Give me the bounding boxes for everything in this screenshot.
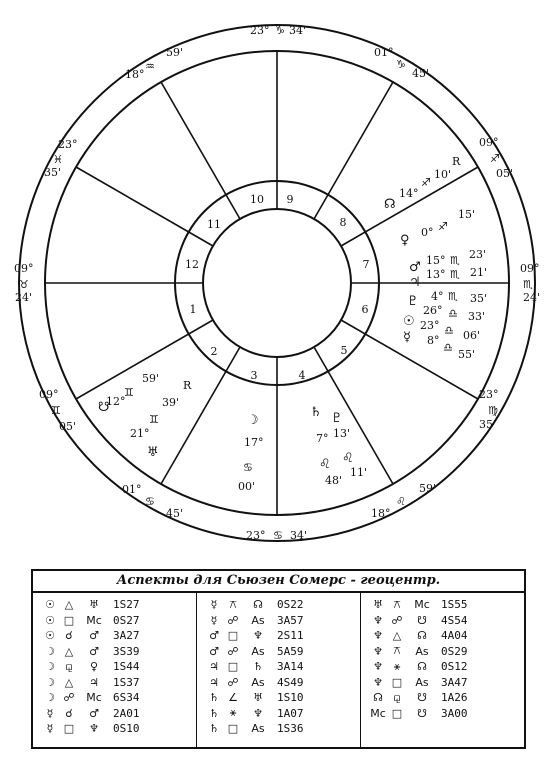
aspect-planet-2: As xyxy=(415,675,429,689)
leo-icon-h4b: ♌ xyxy=(342,451,354,466)
aspect-columns xyxy=(33,593,524,749)
cusp-mc-degree: 23° xyxy=(250,24,270,37)
aspect-planet-2: Mc xyxy=(86,613,102,627)
aspect-row xyxy=(205,659,360,675)
pluto-icon-h4: ♇ xyxy=(331,411,343,426)
aspect-symbol: □ xyxy=(227,722,239,736)
pluto-icon: ♇ xyxy=(407,294,419,309)
aspect-planet-1: ☉ xyxy=(45,613,55,627)
aspect-symbol: △ xyxy=(64,598,74,612)
node-n-degree: 14° xyxy=(399,187,419,200)
aspect-row xyxy=(205,706,360,722)
aspect-symbol: ⚹ xyxy=(229,706,237,720)
aspect-planet-2: ♆ xyxy=(89,722,99,736)
aspect-row xyxy=(205,721,360,737)
mercury-icon: ☿ xyxy=(403,330,411,345)
h4-minutes: 11' xyxy=(350,466,368,479)
jupiter-icon: ♃ xyxy=(409,275,421,290)
cusp-11-minutes: 59' xyxy=(166,46,184,59)
aspect-orb: 1S36 xyxy=(277,722,304,736)
house-number-8: 8 xyxy=(339,216,347,229)
cusp-asc-minutes: 24' xyxy=(15,291,33,304)
aspect-symbol: ☍ xyxy=(391,613,403,627)
saturn-h3-minutes: 39' xyxy=(162,396,180,409)
cusp-9-minutes: 45' xyxy=(412,67,430,80)
aspect-orb: 1S10 xyxy=(277,691,304,705)
node-n-retro: R xyxy=(452,155,461,168)
aspect-row xyxy=(41,613,196,629)
aspect-row xyxy=(369,628,524,644)
aspect-symbol: △ xyxy=(64,675,74,689)
aspect-orb: 3A27 xyxy=(113,629,140,643)
moon-icon: ☽ xyxy=(247,413,259,428)
saturn-degree: 7° xyxy=(316,432,329,445)
aspect-planet-2: ☋ xyxy=(417,706,427,720)
cusp-line-11 xyxy=(161,82,240,219)
aspect-row xyxy=(369,613,524,629)
house-number-2: 2 xyxy=(210,345,218,358)
aspect-orb: 3A00 xyxy=(441,706,468,720)
aspect-column xyxy=(196,593,360,749)
capricorn-icon: ♑ xyxy=(275,24,285,37)
aspect-row xyxy=(205,613,360,629)
aspect-orb: 5A59 xyxy=(277,644,304,658)
aspect-planet-1: ♆ xyxy=(373,675,383,689)
cusp-line-3 xyxy=(161,347,240,484)
sagittarius-icon-node: ♐ xyxy=(421,176,431,189)
cusp-6-minutes: 35' xyxy=(479,418,497,431)
saturn-icon: ♄ xyxy=(310,405,322,420)
aspect-planet-1: ☽ xyxy=(45,691,55,705)
mars-minutes: 23' xyxy=(469,248,487,261)
aspect-symbol: □ xyxy=(227,629,239,643)
virgo-icon: ♍ xyxy=(488,404,498,417)
aspect-orb: 0S12 xyxy=(441,660,468,674)
aspect-planet-1: ☊ xyxy=(373,691,383,705)
aspect-orb: 3A57 xyxy=(277,613,304,627)
house-number-1: 1 xyxy=(189,303,197,316)
aspect-planet-2: ☋ xyxy=(417,691,427,705)
house-number-9: 9 xyxy=(286,193,294,206)
aspect-planet-1: ☿ xyxy=(210,598,218,612)
house-number-ring xyxy=(175,181,379,385)
leo-icon-h4a: ♌ xyxy=(319,457,331,472)
house-number-12: 12 xyxy=(185,258,199,271)
aspect-symbol: □ xyxy=(63,722,75,736)
aspect-planet-1: ♃ xyxy=(209,660,219,674)
aspect-orb: 2A01 xyxy=(113,706,140,720)
aspect-orb: 1A26 xyxy=(441,691,468,705)
aspect-row xyxy=(205,644,360,660)
aspect-planet-1: ♄ xyxy=(209,691,219,705)
venus-minutes: 15' xyxy=(458,208,476,221)
aspect-orb: 2S11 xyxy=(277,629,304,643)
aspect-symbol: ☌ xyxy=(65,706,73,720)
aspect-row xyxy=(369,675,524,691)
aspect-orb: 4S49 xyxy=(277,675,304,689)
cusp-dsc-degree: 09° xyxy=(520,262,540,275)
aspect-planet-2: ♅ xyxy=(253,691,263,705)
aspect-planet-2: Mc xyxy=(86,691,102,705)
aspect-symbol: ⚻ xyxy=(229,597,237,611)
aspect-planet-2: ☊ xyxy=(253,598,263,612)
aspect-symbol: ☍ xyxy=(227,644,239,658)
libra-icon-mercury: ♎ xyxy=(444,324,454,337)
aspect-orb: 4S54 xyxy=(441,613,468,627)
cusp-8-degree: 09° xyxy=(479,136,499,149)
aspect-orb: 4A04 xyxy=(441,629,468,643)
cusp-5-minutes: 59' xyxy=(419,482,437,495)
cusp-line-12 xyxy=(76,167,213,246)
aspect-planet-2: ☊ xyxy=(417,629,427,643)
aspect-symbol: □ xyxy=(63,613,75,627)
aspect-symbol: △ xyxy=(64,644,74,658)
uranus-degree: 12° xyxy=(106,395,126,408)
aspect-planet-2: As xyxy=(415,644,429,658)
aspect-planet-1: ☉ xyxy=(45,629,55,643)
cusp-5-degree: 18° xyxy=(371,507,391,520)
aspect-orb: 3A47 xyxy=(441,675,468,689)
aspect-planet-1: ☿ xyxy=(210,613,218,627)
jupiter-minutes: 21' xyxy=(470,266,488,279)
aspect-symbol: □ xyxy=(391,706,403,720)
aspect-symbol: ⚻ xyxy=(393,644,401,658)
pisces-icon: ♓ xyxy=(53,153,63,166)
aspect-planet-1: ♂ xyxy=(209,629,219,643)
cusp-2-minutes: 05' xyxy=(59,420,77,433)
aspect-orb: 6S34 xyxy=(113,691,140,705)
aspect-symbol: ☍ xyxy=(227,613,239,627)
aspect-symbol: ∠ xyxy=(228,691,238,705)
cusp-12-degree: 23° xyxy=(58,138,78,151)
cusp-ic-minutes: 34' xyxy=(290,529,308,542)
cusp-mc-minutes: 34' xyxy=(289,24,307,37)
aspect-row xyxy=(41,721,196,737)
house-number-6: 6 xyxy=(361,303,369,316)
inner-ring xyxy=(203,209,351,357)
gemini-icon-h3: ♊ xyxy=(149,413,159,426)
mercury-degree: 23° xyxy=(420,319,440,332)
jupiter-degree: 13° xyxy=(426,268,446,281)
aspect-table-title: Аспекты для Сьюзен Сомерс - геоцентр. xyxy=(33,571,524,593)
scorpio-icon: ♏ xyxy=(523,278,533,291)
cusp-12-minutes: 35' xyxy=(44,166,62,179)
uranus-retro: R xyxy=(183,379,192,392)
aspect-row xyxy=(369,659,524,675)
sun-minutes: 33' xyxy=(468,310,486,323)
aspect-row xyxy=(205,690,360,706)
moon-degree: 17° xyxy=(244,436,264,449)
aspect-planet-2: ♆ xyxy=(253,706,263,720)
cusp-6-degree: 23° xyxy=(479,388,499,401)
libra-icon-neptune: ♎ xyxy=(443,341,453,354)
aspect-planet-2: ♃ xyxy=(89,675,99,689)
aspect-symbol: ⚼ xyxy=(65,659,73,673)
neptune-minutes: 55' xyxy=(458,348,476,361)
aspect-planet-2: Mc xyxy=(414,598,430,612)
aspect-planet-2: ♀ xyxy=(89,660,99,674)
aspect-row xyxy=(41,675,196,691)
aspect-orb: 1S44 xyxy=(113,660,140,674)
cusp-3-minutes: 45' xyxy=(166,507,184,520)
house-number-11: 11 xyxy=(207,218,221,231)
aspect-symbol: ⚼ xyxy=(393,690,401,704)
aspect-planet-2: ♄ xyxy=(253,660,263,674)
aspect-orb: 1A07 xyxy=(277,706,304,720)
aspect-planet-1: ☿ xyxy=(46,706,54,720)
aspect-symbol: ⚻ xyxy=(393,597,401,611)
sun-degree: 26° xyxy=(423,304,443,317)
scorpio-icon-jupiter: ♏ xyxy=(450,268,460,281)
uranus-minutes: 59' xyxy=(142,372,160,385)
aspect-column xyxy=(360,593,524,749)
node-n-minutes: 10' xyxy=(434,168,452,181)
cancer-icon-moon: ♋ xyxy=(243,461,253,474)
aspect-orb: 1S27 xyxy=(113,598,140,612)
aspect-symbol: ⚹ xyxy=(393,659,401,673)
aspect-planet-2: ♂ xyxy=(89,644,99,658)
aspect-orb: 1S55 xyxy=(441,598,468,612)
aspect-row xyxy=(41,644,196,660)
aspect-row xyxy=(369,644,524,660)
cancer-icon-cusp3: ♋ xyxy=(145,495,155,508)
aspect-row xyxy=(41,706,196,722)
aspect-symbol: △ xyxy=(392,629,402,643)
house-number-3: 3 xyxy=(250,369,258,382)
gemini-icon-uranus: ♊ xyxy=(124,386,134,399)
aspect-planet-1: ♄ xyxy=(209,722,219,736)
aspect-orb: 1S37 xyxy=(113,675,140,689)
moon-minutes: 00' xyxy=(238,480,256,493)
aspect-planet-1: ♆ xyxy=(373,660,383,674)
scorpio-icon-pluto: ♏ xyxy=(448,290,458,303)
cusp-11-degree: 18° xyxy=(125,68,145,81)
mars-degree: 15° xyxy=(426,254,446,267)
aspect-column xyxy=(33,593,196,749)
house-number-5: 5 xyxy=(340,344,348,357)
aspect-planet-2: ☊ xyxy=(417,660,427,674)
house-number-7: 7 xyxy=(362,258,370,271)
aspect-planet-1: ♆ xyxy=(373,613,383,627)
aspect-planet-2: As xyxy=(251,675,265,689)
aspect-planet-2: As xyxy=(251,613,265,627)
aspect-planet-1: ♂ xyxy=(209,644,219,658)
south-node-icon: ☋ xyxy=(98,400,110,415)
aspect-orb: 0S27 xyxy=(113,613,140,627)
scorpio-icon-mars: ♏ xyxy=(450,254,460,267)
aspect-orb: 3A14 xyxy=(277,660,304,674)
aspect-row xyxy=(41,690,196,706)
saturn-h3-degree: 21° xyxy=(130,427,150,440)
taurus-icon: ♉ xyxy=(19,278,29,291)
house-number-4: 4 xyxy=(298,369,306,382)
aspect-orb: 0S22 xyxy=(277,598,304,612)
aspect-row xyxy=(41,659,196,675)
sagittarius-icon-venus: ♐ xyxy=(438,220,448,233)
aspect-planet-1: Mc xyxy=(370,706,386,720)
aspect-planet-2: As xyxy=(251,722,265,736)
aspect-planet-2: ♂ xyxy=(89,706,99,720)
aspect-symbol: ☍ xyxy=(227,675,239,689)
aspect-planet-2: As xyxy=(251,644,265,658)
aspect-row xyxy=(205,628,360,644)
north-node-icon: ☊ xyxy=(384,197,396,212)
cusp-line-2 xyxy=(76,320,213,399)
aspect-symbol: □ xyxy=(227,660,239,674)
sagittarius-icon: ♐ xyxy=(490,152,500,165)
aspect-table xyxy=(31,569,526,749)
capricorn-icon-cusp9: ♑ xyxy=(396,58,406,71)
aspect-planet-2: ☋ xyxy=(417,613,427,627)
aspect-row xyxy=(205,675,360,691)
cusp-8-minutes: 05' xyxy=(496,167,514,180)
cusp-9-degree: 01° xyxy=(374,46,394,59)
aspect-planet-1: ☿ xyxy=(46,722,54,736)
cusp-asc-degree: 09° xyxy=(14,262,34,275)
cusp-dsc-minutes: 24' xyxy=(523,291,541,304)
aspect-symbol: ☌ xyxy=(65,629,73,643)
saturn-minutes-13: 13' xyxy=(333,427,351,440)
aspect-planet-1: ☽ xyxy=(45,660,55,674)
aspect-orb: 3S39 xyxy=(113,644,140,658)
neptune-degree: 8° xyxy=(427,334,440,347)
aspect-row xyxy=(369,690,524,706)
aspect-planet-1: ☉ xyxy=(45,598,55,612)
aspect-planet-2: ♅ xyxy=(89,598,99,612)
gemini-icon: ♊ xyxy=(51,404,61,417)
aspect-row xyxy=(41,628,196,644)
aspect-orb: 0S29 xyxy=(441,644,468,658)
aspect-row xyxy=(369,597,524,613)
aspect-row xyxy=(369,706,524,722)
aspect-planet-1: ♃ xyxy=(209,675,219,689)
aspect-planet-2: ♆ xyxy=(253,629,263,643)
pluto-degree: 4° xyxy=(431,290,444,303)
venus-degree: 0° xyxy=(421,226,434,239)
mercury-minutes: 06' xyxy=(463,329,481,342)
house-number-10: 10 xyxy=(250,193,264,206)
cancer-icon: ♋ xyxy=(273,529,283,542)
uranus-icon: ♅ xyxy=(147,445,159,460)
aspect-planet-2: ♂ xyxy=(89,629,99,643)
cusp-3-degree: 01° xyxy=(122,483,142,496)
libra-icon-sun: ♎ xyxy=(448,307,458,320)
aspect-planet-1: ☽ xyxy=(45,675,55,689)
pluto-minutes: 35' xyxy=(470,292,488,305)
aspect-symbol: ☍ xyxy=(63,691,75,705)
h4-degree-48: 48' xyxy=(325,474,343,487)
venus-icon: ♀ xyxy=(400,233,410,248)
cusp-2-degree: 09° xyxy=(39,388,59,401)
aspect-planet-1: ☽ xyxy=(45,644,55,658)
aspect-row xyxy=(205,597,360,613)
mars-icon: ♂ xyxy=(409,260,421,275)
cusp-line-9 xyxy=(314,82,393,219)
aspect-orb: 0S10 xyxy=(113,722,140,736)
aspect-planet-1: ♆ xyxy=(373,629,383,643)
aspect-planet-1: ♄ xyxy=(209,706,219,720)
aspect-planet-1: ♅ xyxy=(373,598,383,612)
sun-icon: ☉ xyxy=(403,314,415,329)
aquarius-icon: ♒ xyxy=(145,60,155,73)
aspect-planet-1: ♆ xyxy=(373,644,383,658)
leo-icon: ♌ xyxy=(396,495,406,508)
aspect-row xyxy=(41,597,196,613)
cusp-ic-degree: 23° xyxy=(246,529,266,542)
aspect-symbol: □ xyxy=(391,675,403,689)
